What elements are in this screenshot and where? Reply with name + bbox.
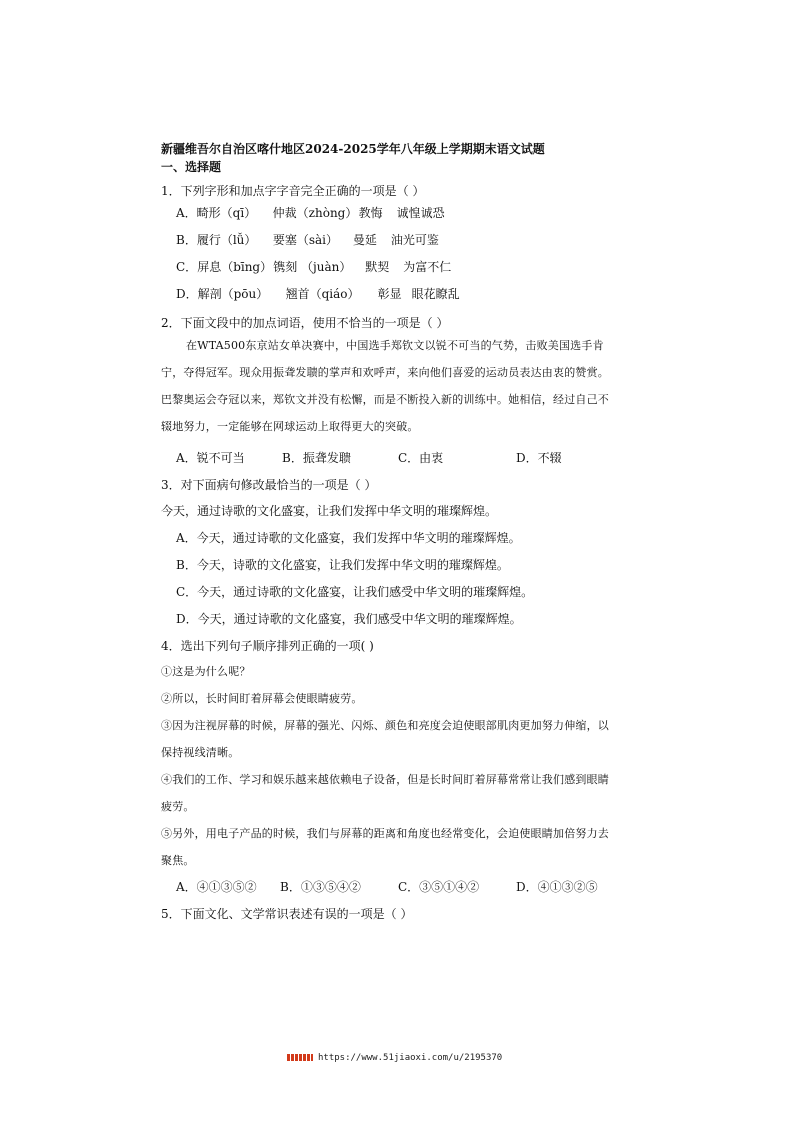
option-item: 畸形（qī）: [196, 206, 257, 220]
doc-title: 新疆维吾尔自治区喀什地区2024-2025学年八年级上学期期末语文试题: [161, 142, 545, 156]
option-c: C．由衷: [398, 451, 444, 465]
site-logo-icon: [287, 1054, 313, 1061]
q4-sentence: 保持视线清晰。: [161, 746, 240, 759]
option-item: 履行（lǚ）: [196, 233, 257, 247]
footer: [287, 1053, 502, 1063]
option-item: 要塞（sài）: [272, 233, 338, 247]
q2-stem: 2．下面文段中的加点词语，使用不恰当的一项是（ ）: [161, 316, 449, 330]
q4-stem: 4．选出下列句子顺序排列正确的一项( ): [161, 639, 374, 653]
q3-stem: 3．对下面病句修改最恰当的一项是（ ）: [161, 478, 377, 492]
option-label: A．: [176, 206, 197, 220]
option-d: D．不辍: [516, 451, 562, 465]
q3-option-c: C．今天，通过诗歌的文化盛宴，让我们感受中华文明的璀璨辉煌。: [176, 585, 534, 599]
q4-sentence: ④我们的工作、学习和娱乐越来越依赖电子设备，但是长时间盯着屏幕常常让我们感到眼睛: [161, 773, 609, 786]
option-item: 解剖（pōu）: [197, 287, 269, 301]
q3-option-b: B．今天，诗歌的文化盛宴，让我们发挥中华文明的璀璨辉煌。: [176, 558, 509, 572]
q4-sentence: ①这是为什么呢？: [161, 665, 251, 678]
q4-sentence: 疲劳。: [161, 800, 195, 813]
q5-stem: 5．下面文化、文学常识表述有误的一项是（ ）: [161, 907, 413, 921]
option-item: 为富不仁: [403, 260, 452, 274]
q1-option-b: [176, 232, 439, 248]
q2-passage-line: 在WTA500东京站女单决赛中，中国选手郑钦文以锐不可当的气势，击败美国选手肯: [186, 339, 604, 352]
option-item: 翘首（qiáo）: [285, 287, 360, 301]
q3-option-a: A．今天，通过诗歌的文化盛宴，我们发挥中华文明的璀璨辉煌。: [176, 531, 521, 545]
option-item: 屏息（bīng）: [197, 260, 273, 274]
q1-option-a: [176, 205, 445, 221]
option-c: C．③⑤①④②: [398, 880, 480, 894]
option-item: 彰显: [377, 287, 402, 301]
option-item: 眼花瞭乱: [411, 287, 460, 301]
q4-options: [176, 879, 598, 895]
q3-sentence: 今天，通过诗歌的文化盛宴，让我们发挥中华文明的璀璨辉煌。: [161, 504, 498, 518]
option-item: 默契: [365, 260, 390, 274]
option-item: 仲裁（zhòng）: [272, 206, 358, 220]
option-b: B．①③⑤④②: [280, 880, 361, 894]
q2-passage-line: 辍地努力，一定能够在网球运动上取得更大的突破。: [161, 420, 419, 433]
q1-option-c: [176, 259, 451, 275]
footer-url[interactable]: https://www.51jiaoxi.com/u/2195370: [318, 1053, 503, 1063]
option-a: A．锐不可当: [176, 451, 245, 465]
option-label: B．: [176, 233, 197, 247]
q2-passage-line: 宁，夺得冠军。现众用振聋发聩的掌声和欢呼声，来向他们喜爱的运动员表达由衷的赞赏。: [161, 366, 609, 379]
option-d: D．④①③②⑤: [516, 880, 598, 894]
q4-sentence: 聚焦。: [161, 854, 195, 867]
option-item: 镌刻 （juàn）: [273, 260, 352, 274]
q1-stem: 1．下列字形和加点字字音完全正确的一项是（ ）: [161, 184, 425, 198]
q3-option-d: D．今天，通过诗歌的文化盛宴，我们感受中华文明的璀璨辉煌。: [176, 612, 522, 626]
option-label: D．: [176, 287, 198, 301]
q2-options: [176, 450, 562, 466]
q2-passage-line: 巴黎奥运会夺冠以来，郑钦文并没有松懈，而是不断投入新的训练中。她相信，经过自己不: [161, 393, 609, 406]
q4-sentence: ②所以，长时间盯着屏幕会使眼睛疲劳。: [161, 692, 363, 705]
option-b: B．振聋发聩: [282, 451, 351, 465]
q1-option-d: [176, 286, 460, 302]
q4-sentence: ③因为注视屏幕的时候，屏幕的强光、闪烁、颜色和亮度会迫使眼部肌肉更加努力伸缩，以: [161, 719, 609, 732]
q4-sentence: ⑤另外，用电子产品的时候，我们与屏幕的距离和角度也经常变化，会迫使眼睛加倍努力去: [161, 827, 609, 840]
option-item: 诚惶诚恐: [396, 206, 445, 220]
option-item: 油光可鉴: [390, 233, 439, 247]
option-item: 曼延: [352, 233, 377, 247]
section-heading: 一、选择题: [161, 160, 222, 174]
option-item: 教悔: [358, 206, 383, 220]
option-label: C．: [176, 260, 198, 274]
option-a: A．④①③⑤②: [176, 880, 257, 894]
